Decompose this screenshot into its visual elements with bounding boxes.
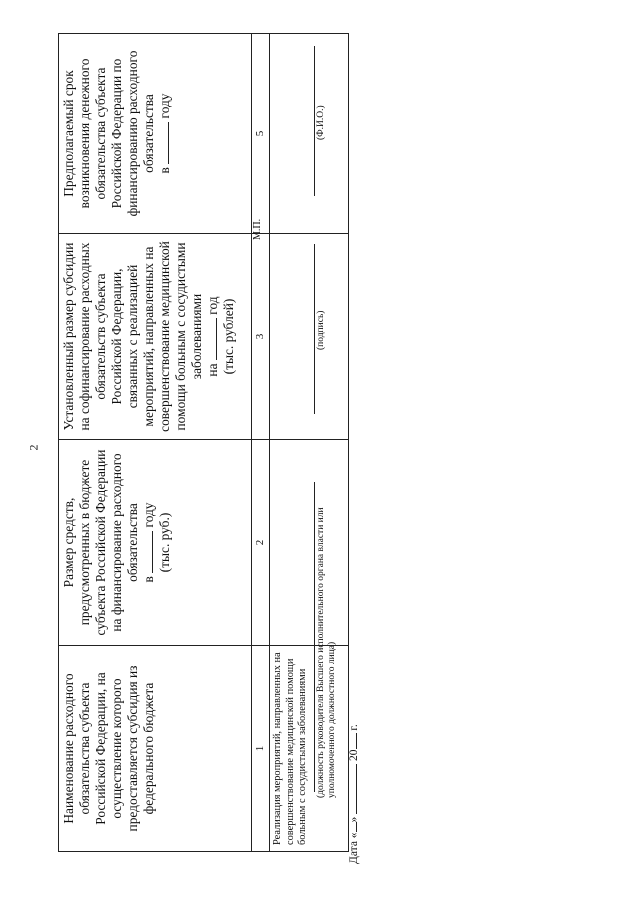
header-2-unit: (тыс. руб.) <box>157 512 172 573</box>
date-month-blank <box>355 764 357 814</box>
header-4-year-blank <box>167 122 169 164</box>
date-year-blank <box>355 733 357 749</box>
row-cell-4 <box>270 34 349 234</box>
position-caption: (должность руководителя Высшего исполнительного органа власти или уполномоченного должностного лица) <box>316 507 337 798</box>
row-cell-1: Реализация мероприятий, направленных на совершенствование медицинской помощи больным с сосудистыми заболеваниями <box>270 646 349 852</box>
date-year-prefix: 20 <box>348 749 360 761</box>
header-row <box>59 34 252 852</box>
header-4-year-word: году <box>157 93 172 119</box>
signature-caption: (подпись) <box>316 310 326 350</box>
header-1-text: Наименование расходного обязательства субъекта Российской Федерации, на осуществление которого предоставляется субсидия из федерального бюджета <box>61 665 156 832</box>
header-4-text: Предполагаемый срок возникновения денежного обязательства субъекта Российской Федерации по финансированию расходного обязательства <box>61 50 156 217</box>
date-label: Дата « <box>348 832 360 864</box>
row-cell-3 <box>270 234 349 440</box>
header-4-prefix: в <box>157 167 172 174</box>
header-3-text: Установленный размер субсидии на софинансирование расходных обязательств субъекта Российской Федерации, связанных с реализацией мероприятий, направленных на совершенствование медицинской помощи больным с сосудистыми заболеваниями <box>61 241 204 432</box>
header-cell-2 <box>59 440 252 646</box>
column-number-row <box>252 34 270 852</box>
header-2-year-word: году <box>141 502 156 528</box>
date-line <box>348 724 360 864</box>
header-3-unit: (тыс. рублей) <box>221 298 236 375</box>
rotated-sheet <box>50 30 370 876</box>
header-3-year-word: год <box>205 296 220 315</box>
date-day-blank <box>355 822 357 832</box>
seal-mark: М.П. <box>252 218 263 240</box>
position-line <box>314 482 315 792</box>
name-line <box>314 46 315 196</box>
subsidy-table <box>58 33 349 852</box>
signature-line <box>314 244 315 414</box>
header-2-text: Размер средств, предусмотренных в бюджете субъекта Российской Федерации на финансирование расходного обязательства <box>61 449 140 636</box>
page-number: 2 <box>26 444 41 451</box>
header-cell-4 <box>59 34 252 234</box>
name-caption: (Ф.И.О.) <box>316 105 326 140</box>
header-2-year-blank <box>151 531 153 573</box>
header-3-year-blank <box>215 318 217 360</box>
column-number-2: 2 <box>252 440 270 646</box>
date-close-quote: » <box>348 816 360 823</box>
header-3-prefix: на <box>205 363 220 377</box>
column-number-4: 5 <box>252 34 270 234</box>
column-number-3: 3 <box>252 234 270 440</box>
header-cell-3 <box>59 234 252 440</box>
date-year-suffix: г. <box>348 724 360 731</box>
header-cell-1 <box>59 646 252 852</box>
column-number-1: 1 <box>252 646 270 852</box>
header-2-prefix: в <box>141 576 156 583</box>
